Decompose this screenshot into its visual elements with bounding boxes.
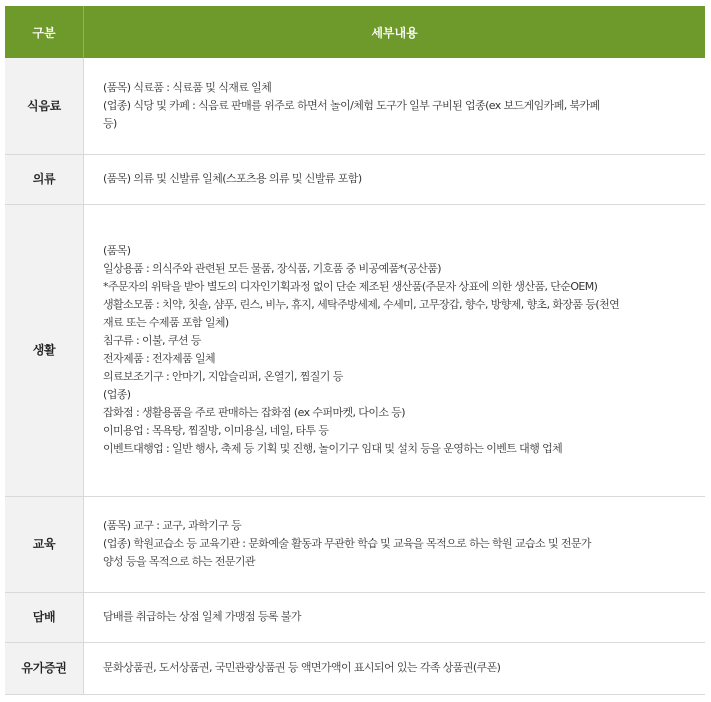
detail-line: (업종) xyxy=(103,388,131,401)
row-detail xyxy=(84,642,706,694)
row-category: 교육 xyxy=(5,496,84,592)
detail-line: (품목) xyxy=(103,244,131,257)
row-category: 담배 xyxy=(5,592,84,642)
detail-line: *주문자의 위탁을 받아 별도의 디자인기획과정 없이 단순 제조된 생산품(주문자 상표에 의한 생산품, 단순OEM) xyxy=(103,280,598,293)
header-category: 구분 xyxy=(5,6,84,58)
table-row xyxy=(5,204,705,496)
table-row xyxy=(5,592,705,642)
detail-line: (업종) 식당 및 카페 : 식음료 판매를 위주로 하면서 놀이/체험 도구가 일부 구비된 업종(ex 보드게임카페, 북카페 xyxy=(103,98,600,112)
detail-line: 양성 등을 목적으로 하는 전문기관 xyxy=(103,555,255,568)
detail-line: 생활소모품 : 치약, 칫솔, 샴푸, 린스, 비누, 휴지, 세탁주방세제, 수세미, 고무장갑, 향수, 방향제, 향초, 화장품 등(천연 xyxy=(103,298,620,311)
detail-line: 등) xyxy=(103,116,117,130)
detail-line: 일상용품 : 의식주와 관련된 모든 물품, 장식품, 기호품 중 비공예품*(공산품) xyxy=(103,262,442,275)
row-category: 의류 xyxy=(5,154,84,204)
table-row xyxy=(5,154,705,204)
detail-line: (품목) 식료품 : 식료품 및 식재료 일체 xyxy=(103,80,272,94)
row-detail xyxy=(84,58,706,154)
row-category: 식음료 xyxy=(5,58,84,154)
category-table xyxy=(5,6,705,695)
row-category: 생활 xyxy=(5,204,84,496)
category-table-container xyxy=(5,6,705,695)
detail-line: 전자제품 : 전자제품 일체 xyxy=(103,352,216,365)
row-detail xyxy=(84,592,706,642)
row-category: 유가증권 xyxy=(5,642,84,694)
table-row xyxy=(5,58,705,154)
header-detail: 세부내용 xyxy=(84,6,706,58)
detail-line: 의료보조기구 : 안마기, 지압슬리퍼, 온열기, 찜질기 등 xyxy=(103,370,343,383)
detail-line: 재료 또는 수제품 포함 일체) xyxy=(103,316,229,329)
detail-line: 잡화점 : 생활용품을 주로 판매하는 잡화점 (ex 수퍼마켓, 다이소 등) xyxy=(103,406,405,419)
detail-line: (품목) 의류 및 신발류 일체(스포츠용 의류 및 신발류 포함) xyxy=(103,172,362,185)
detail-line: (업종) 학원교습소 등 교육기관 : 문화예술 활동과 무관한 학습 및 교육을 목적으로 하는 학원 교습소 및 전문가 xyxy=(103,537,591,550)
detail-line: 이미용업 : 목욕탕, 찜질방, 이미용실, 네일, 타투 등 xyxy=(103,424,329,437)
detail-line: 침구류 : 이불, 쿠션 등 xyxy=(103,334,201,347)
table-row xyxy=(5,496,705,592)
detail-line: (품목) 교구 : 교구, 과학기구 등 xyxy=(103,519,242,532)
detail-line: 이벤트대행업 : 일반 행사, 축제 등 기획 및 진행, 놀이기구 임대 및 설치 등을 운영하는 이벤트 대행 업체 xyxy=(103,442,563,455)
table-header-row xyxy=(5,6,705,58)
row-detail xyxy=(84,154,706,204)
row-detail xyxy=(84,496,706,592)
detail-line: 담배를 취급하는 상점 일체 가맹점 등록 불가 xyxy=(103,610,301,623)
row-detail xyxy=(84,204,706,496)
table-row xyxy=(5,642,705,694)
detail-line: 문화상품권, 도서상품권, 국민관광상품권 등 액면가액이 표시되어 있는 각족 상품권(쿠폰) xyxy=(103,661,501,674)
